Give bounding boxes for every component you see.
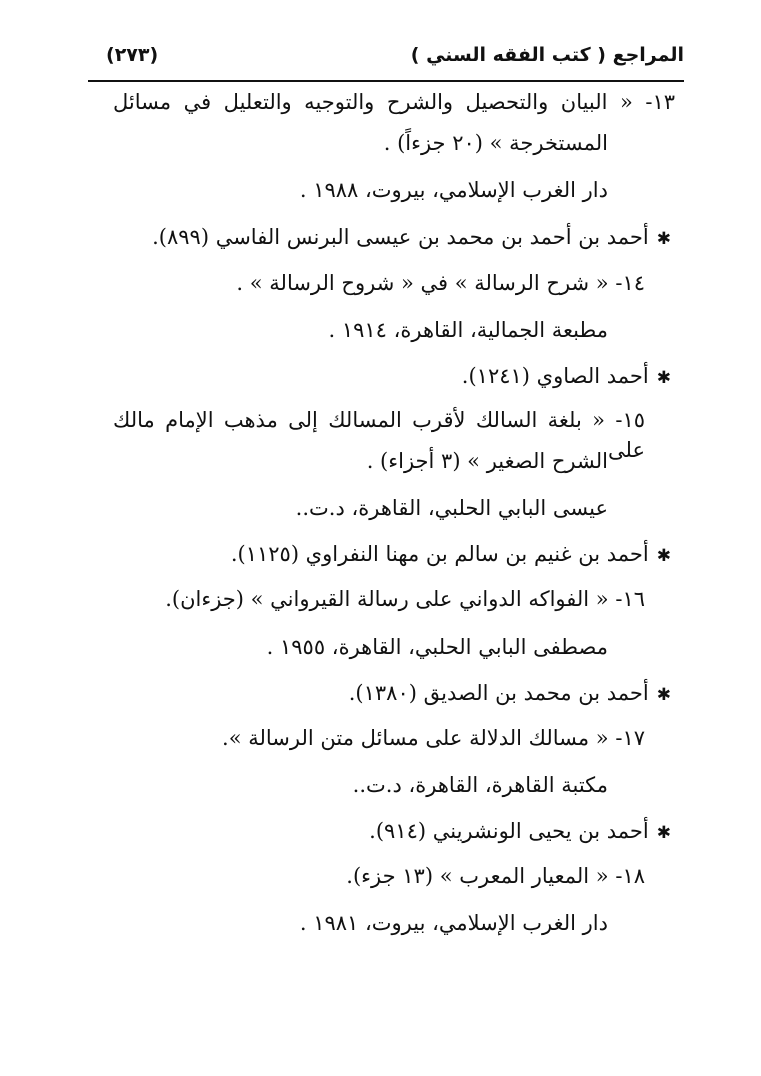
author-line [462, 361, 671, 393]
entry-13-title-line-1: ١٣- « البيان والتحصيل والشرح والتوجيه والتعليل في مسائل [113, 90, 675, 114]
entry-15-publisher: عيسى البابي الحلبي، القاهرة، د.ت.. [295, 496, 608, 520]
asterisk-bullet-icon: ✱ [656, 823, 671, 843]
entry-16-title: ١٦- « الفواكه الدواني على رسالة القيرواني » (جزءان). [165, 587, 645, 611]
header-rule [88, 80, 684, 82]
entry-16-publisher: مصطفى البابي الحلبي، القاهرة، ١٩٥٥ . [266, 635, 608, 659]
author-line [369, 816, 671, 848]
entry-13-title-line-2: المستخرجة » (٢٠ جزءاً) . [383, 131, 608, 155]
entry-15-title-line-1: ١٥- « بلغة السالك لأقرب المسالك إلى مذهب الإمام مالك على [113, 408, 645, 462]
author-name: أحمد الصاوي (١٢٤١). [461, 364, 649, 388]
author-name: أحمد بن غنيم بن سالم بن مهنا النفراوي (١١٢٥). [230, 542, 649, 566]
author-line [231, 539, 671, 571]
author-name: أحمد بن يحيى الونشريني (٩١٤). [369, 819, 649, 843]
page-number: (٢٧٣) [106, 44, 159, 66]
author-name: أحمد بن محمد بن الصديق (١٣٨٠). [348, 681, 649, 705]
entry-14-title: ١٤- « شرح الرسالة » في « شروح الرسالة » . [236, 271, 645, 295]
page-header [88, 40, 684, 76]
asterisk-bullet-icon: ✱ [656, 685, 671, 705]
author-name: أحمد بن أحمد بن محمد بن عيسى البرنس الفاسي (٨٩٩). [152, 225, 649, 249]
entry-18-publisher: دار الغرب الإسلامي، بيروت، ١٩٨١ . [299, 911, 608, 935]
asterisk-bullet-icon: ✱ [656, 229, 671, 249]
entry-17-title: ١٧- « مسالك الدلالة على مسائل متن الرسالة ». [222, 726, 645, 750]
asterisk-bullet-icon: ✱ [656, 368, 671, 388]
author-line [349, 678, 671, 710]
asterisk-bullet-icon: ✱ [656, 546, 671, 566]
running-title: المراجع ( كتب الفقه السني ) [410, 44, 684, 66]
entry-15-title-line-2: الشرح الصغير » (٣ أجزاء) . [366, 449, 608, 473]
entry-14-publisher: مطبعة الجمالية، القاهرة، ١٩١٤ . [328, 318, 608, 342]
author-line [152, 222, 671, 254]
entry-13-publisher: دار الغرب الإسلامي، بيروت، ١٩٨٨ . [299, 178, 608, 202]
entry-18-title: ١٨- « المعيار المعرب » (١٣ جزء). [346, 864, 645, 888]
entry-17-publisher: مكتبة القاهرة، القاهرة، د.ت.. [352, 773, 608, 797]
